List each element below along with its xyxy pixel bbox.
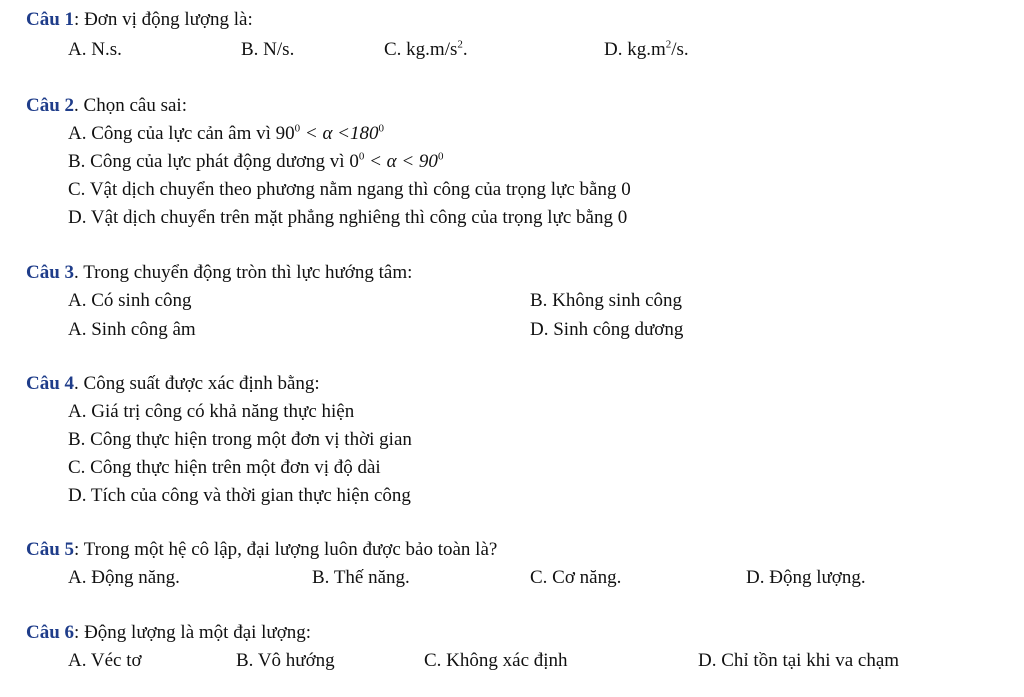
question-4-sep: . — [74, 373, 79, 394]
q5-option-a: A. Động năng. — [68, 567, 180, 588]
q2-option-a — [68, 124, 384, 143]
q2-option-b-inequality: < α < 90 — [364, 151, 438, 172]
question-5-sep: : — [74, 539, 80, 560]
q1-option-a: A. N.s. — [68, 39, 122, 60]
q2-option-a-text: A. Công của lực cản âm vì — [68, 123, 276, 144]
question-3-text: Trong chuyển động tròn thì lực hướng tâm: — [78, 262, 413, 283]
q2-option-a-num: 90 — [275, 123, 295, 144]
q1-option-d-exponent: 2 — [665, 38, 672, 51]
q5-option-b: B. Thế năng. — [312, 567, 410, 588]
q1-option-d-base: D. kg.m — [604, 39, 666, 60]
q6-option-b: B. Vô hướng — [236, 650, 335, 671]
q1-option-c-exponent: 2 — [457, 38, 463, 51]
q1-option-c-base: C. kg.m/s — [384, 39, 458, 60]
question-1 — [26, 10, 253, 29]
question-6-label: Câu 6 — [26, 622, 75, 643]
q1-option-b: B. N/s. — [241, 39, 295, 60]
question-4-label: Câu 4 — [26, 373, 75, 394]
q4-option-c: C. Công thực hiện trên một đơn vị độ dài — [68, 457, 381, 478]
q4-option-d: D. Tích của công và thời gian thực hiện công — [68, 485, 411, 506]
q2-option-b-text: B. Công của lực phát động dương vì — [68, 151, 350, 172]
q5-option-d: D. Động lượng. — [746, 567, 866, 588]
q2-option-a-degree-2: 0 — [378, 122, 385, 135]
q3-option-c: A. Sinh công âm — [68, 319, 196, 340]
q1-option-c-end: . — [462, 39, 468, 60]
q2-option-b-degree-2: 0 — [437, 150, 444, 163]
q3-option-a: A. Có sinh công — [68, 290, 192, 311]
question-4-text: Công suất được xác định bằng: — [78, 373, 320, 394]
q2-option-c: C. Vật dịch chuyển theo phương nằm ngang thì công của trọng lực bằng 0 — [68, 179, 631, 200]
q2-option-b — [68, 152, 443, 171]
question-2 — [26, 96, 187, 115]
q1-option-d — [604, 40, 689, 59]
q2-option-d: D. Vật dịch chuyển trên mặt phẳng nghiêng thì công của trọng lực bằng 0 — [68, 207, 628, 228]
q6-option-c: C. Không xác định — [424, 650, 568, 671]
q3-option-d: D. Sinh công dương — [530, 319, 684, 340]
question-3-sep: . — [74, 262, 79, 283]
q2-option-a-inequality: < α <180 — [300, 123, 379, 144]
q2-option-b-degree-1: 0 — [358, 150, 365, 163]
q4-option-b: B. Công thực hiện trong một đơn vị thời gian — [68, 429, 412, 450]
question-6 — [26, 623, 311, 642]
q1-option-d-end: /s. — [671, 39, 689, 60]
q2-option-a-degree-1: 0 — [294, 122, 301, 135]
question-1-text: Đơn vị động lượng là: — [79, 9, 253, 30]
question-6-text: Động lượng là một đại lượng: — [79, 622, 312, 643]
question-1-label: Câu 1 — [26, 9, 75, 30]
question-3-label: Câu 3 — [26, 262, 75, 283]
q5-option-c: C. Cơ năng. — [530, 567, 622, 588]
question-5 — [26, 540, 497, 559]
q2-option-b-num: 0 — [349, 151, 359, 172]
question-2-sep: . — [74, 95, 79, 116]
question-4 — [26, 374, 320, 393]
q6-option-a: A. Véc tơ — [68, 650, 142, 671]
q3-option-b: B. Không sinh công — [530, 290, 682, 311]
q1-option-c — [384, 40, 468, 59]
question-6-sep: : — [74, 622, 80, 643]
question-1-sep: : — [74, 9, 80, 30]
q4-option-a: A. Giá trị công có khả năng thực hiện — [68, 401, 355, 422]
question-3 — [26, 263, 412, 282]
q6-option-d: D. Chỉ tồn tại khi va chạm — [698, 650, 900, 671]
question-5-label: Câu 5 — [26, 539, 75, 560]
question-5-text: Trong một hệ cô lập, đại lượng luôn được bảo toàn là? — [79, 539, 498, 560]
question-2-label: Câu 2 — [26, 95, 75, 116]
question-2-text: Chọn câu sai: — [78, 95, 187, 116]
